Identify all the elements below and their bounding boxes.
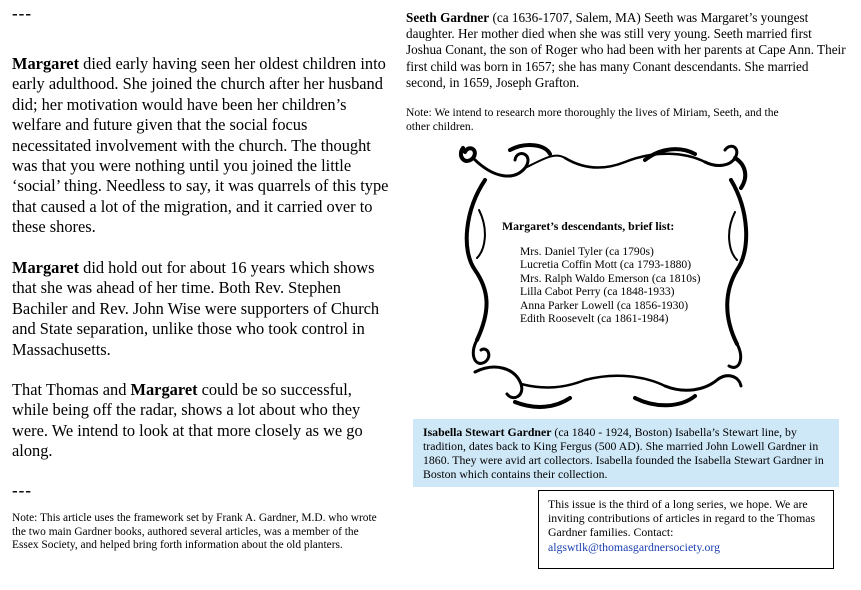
contact-email-link[interactable]: algswtlk@thomasgardnersociety.org [548, 539, 721, 554]
paragraph-text: That Thomas and [12, 380, 131, 399]
paragraph-text: did hold out for about 16 years which shows that she was ahead of her time. Both Rev. Stephen Bachiler and Rev. John Wise were supporters of Church and State separation, unlike those who took control in Massachusetts. [12, 258, 380, 359]
isabella-name: Isabella Stewart Gardner [423, 425, 552, 439]
margaret-name: Margaret [12, 54, 80, 73]
margaret-name: Margaret [12, 258, 80, 277]
paragraph-text: died early having seen her oldest children into early adulthood. She joined the church after her husband did; her motivation would have been her children’s welfare and future given that the social focus necessitated involvement with the church. The thought was that you were nothing until you joined the little ‘social’ thing. Needless to say, it was quarrels of this type that caused a lot of the migration, and it carried over to these shores. [12, 54, 389, 237]
research-note: Note: We intend to research more thoroughly the lives of Miriam, Seeth, and the other children. [406, 106, 779, 133]
paragraph-thomas-margaret [12, 380, 390, 462]
list-item: Edith Roosevelt (ca 1861-1984) [520, 312, 669, 326]
paragraph-margaret-holdout [12, 258, 390, 360]
series-text: This issue is the third of a long series, we hope. We are inviting contributions of articles in regard to the Thomas Gardner families. Contact: [548, 497, 816, 540]
bio-text: (ca 1636-1707, Salem, MA) Seeth was Margaret’s youngest daughter. Her mother died when she was still very young. Seeth married first Joshua Conant, the son of Roger who had been with her parents at Cape Ann. Their first child was born in 1657; she has many Conant descendants. She married second, in 1659, Joseph Grafton. [406, 10, 846, 90]
margaret-name: Margaret [130, 380, 198, 399]
framework-note: Note: This article uses the framework set by Frank A. Gardner, M.D. who wrote the two main Gardner books, authored several articles, was a member of the Essex Society, and helped bring forth information about the old planters. [12, 512, 377, 552]
list-item: Anna Parker Lowell (ca 1856-1930) [520, 298, 689, 312]
seeth-name: Seeth Gardner [406, 10, 490, 25]
list-item: Lilla Cabot Perry (ca 1848-1933) [520, 285, 675, 299]
paragraph-text: could be so successful, while being off the radar, shows a lot about who they were. We intend to look at that more closely as we go along. [12, 380, 363, 461]
list-item: Mrs. Daniel Tyler (ca 1790s) [520, 245, 654, 258]
paragraph-margaret-church [12, 54, 390, 238]
descendants-title: Margaret’s descendants, brief list: [502, 219, 675, 233]
bio-text: (ca 1840 - 1924, Boston) Isabella’s Stewart line, by tradition, dates back to King Fergus (500 AD). She married John Lowell Gardner in 1860. They were avid art collectors. Isabella founded the Isabella Stewart Gardner in Boston which contains their collection. [423, 425, 824, 481]
list-item: Lucretia Coffin Mott (ca 1793-1880) [520, 258, 692, 272]
seeth-gardner-bio [406, 10, 846, 91]
separator-top: --- [12, 4, 32, 23]
list-item: Mrs. Ralph Waldo Emerson (ca 1810s) [520, 271, 701, 285]
separator-bottom: --- [12, 481, 32, 500]
isabella-gardner-box [413, 419, 839, 487]
series-contact-box [538, 490, 834, 569]
descendants-list [520, 245, 700, 325]
